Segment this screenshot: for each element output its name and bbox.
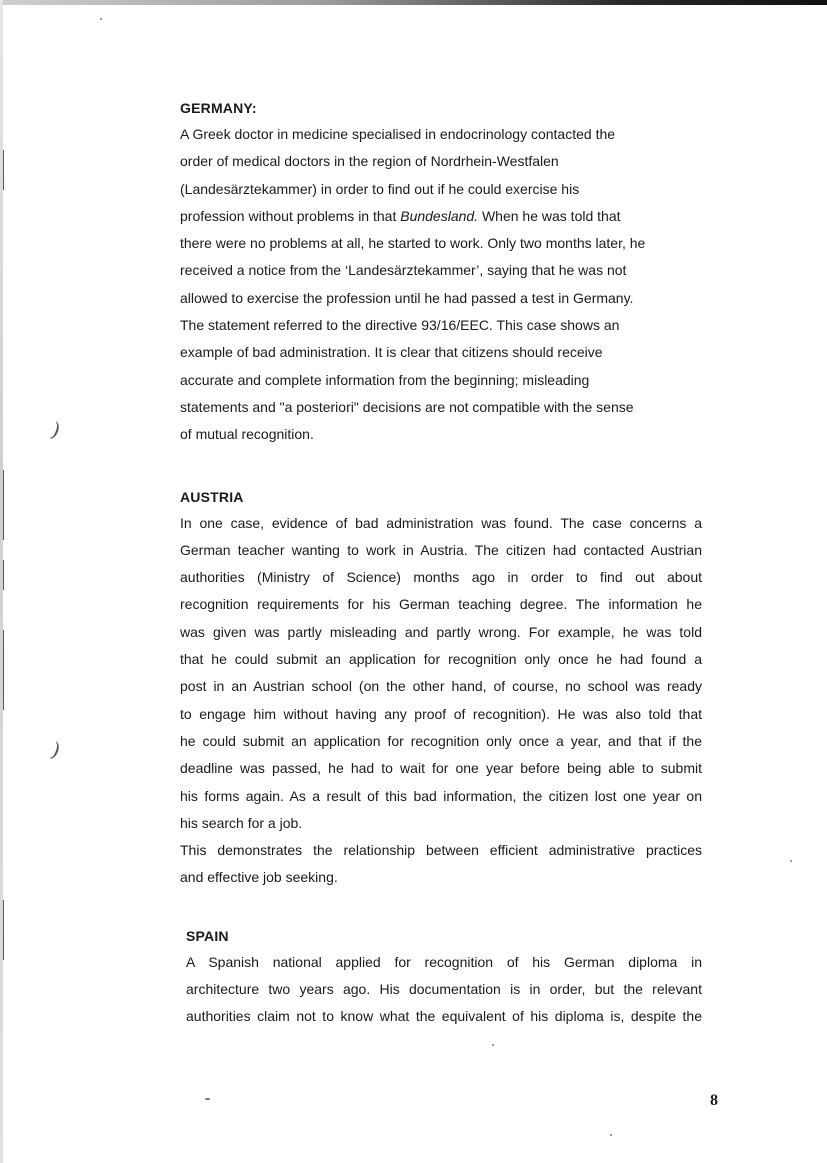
section-spain bbox=[180, 926, 702, 1031]
text-line: A Greek doctor in medicine specialised in endocrinology contacted the bbox=[180, 126, 616, 142]
text-fragment: profession without problems in that bbox=[180, 207, 397, 224]
text-line: deadline was passed, he had to wait for one year before being able to submit bbox=[180, 760, 702, 777]
text-line: his forms again. As a result of this bad information, the citizen lost one year on bbox=[180, 787, 702, 804]
section-austria bbox=[180, 487, 702, 892]
text-line: German teacher wanting to work in Austria. The citizen had contacted Austrian bbox=[180, 541, 702, 558]
section-paragraph-germany bbox=[180, 121, 702, 449]
binding-mark bbox=[3, 150, 4, 190]
text-line: post in an Austrian school (on the other hand, of course, no school was ready bbox=[180, 678, 702, 695]
section-paragraph-austria bbox=[180, 510, 702, 838]
scan-speck bbox=[100, 18, 102, 20]
text-line: recognition requirements for his German teaching degree. The information he bbox=[180, 596, 702, 613]
punch-hole-mark: ) bbox=[48, 417, 64, 443]
text-fragment: When he was told that bbox=[478, 207, 621, 224]
text-line: was given was partly misleading and partly wrong. For example, he was told bbox=[180, 623, 702, 640]
text-line: he could submit an application for recognition only once a year, and that if the bbox=[180, 732, 702, 749]
text-line: of mutual recognition. bbox=[180, 426, 314, 443]
page-number: 8 bbox=[710, 1092, 718, 1109]
text-line: authorities (Ministry of Science) months ago in order to find out about bbox=[180, 569, 702, 586]
text-line: received a notice from the ‘Landesärztekammer’, saying that he was not bbox=[180, 262, 627, 279]
text-line: The statement referred to the directive 93/16/EEC. This case shows an bbox=[180, 317, 620, 334]
text-line: accurate and complete information from the beginning; misleading bbox=[180, 371, 590, 388]
binding-mark bbox=[3, 470, 4, 540]
text-line: architecture two years ago. His documentation is in order, but the relevant bbox=[186, 981, 702, 998]
document-body bbox=[180, 98, 702, 1031]
punch-hole-mark: ) bbox=[48, 737, 64, 763]
text-line: his search for a job. bbox=[180, 814, 303, 831]
section-germany bbox=[180, 98, 702, 449]
section-heading-austria: AUSTRIA bbox=[180, 488, 244, 505]
binding-mark bbox=[3, 630, 4, 710]
text-line: authorities claim not to know what the equivalent of his diploma is, despite the bbox=[186, 1008, 702, 1025]
scan-speck bbox=[790, 860, 792, 862]
text-line: A Spanish national applied for recognition of his German diploma in bbox=[186, 953, 702, 970]
section-heading-germany: GERMANY: bbox=[180, 100, 257, 116]
section-closing-austria bbox=[180, 837, 702, 892]
scan-top-edge bbox=[0, 0, 827, 5]
binding-mark bbox=[3, 900, 4, 960]
italic-term: Bundesland. bbox=[400, 207, 479, 224]
text-line: there were no problems at all, he started to work. Only two months later, he bbox=[180, 235, 646, 252]
text-line: This demonstrates the relationship between efficient administrative practices bbox=[180, 842, 702, 859]
text-line: example of bad administration. It is clear that citizens should receive bbox=[180, 344, 603, 361]
text-line: order of medical doctors in the region of Nordrhein-Westfalen bbox=[180, 153, 559, 170]
section-heading-spain: SPAIN bbox=[186, 927, 229, 944]
text-line: (Landesärztekammer) in order to find out if he could exercise his bbox=[180, 180, 580, 197]
text-line: allowed to exercise the profession until he had passed a test in Germany. bbox=[180, 289, 634, 306]
section-paragraph-spain bbox=[186, 949, 702, 1031]
text-line: In one case, evidence of bad administration was found. The case concerns a bbox=[180, 514, 702, 531]
scan-speck bbox=[205, 1098, 210, 1100]
text-line: that he could submit an application for recognition only once he had found a bbox=[180, 651, 702, 668]
binding-mark bbox=[3, 560, 4, 590]
scan-speck bbox=[610, 1134, 612, 1136]
scan-speck bbox=[492, 1044, 494, 1046]
text-line: to engage him without having any proof of recognition). He was also told that bbox=[180, 705, 702, 722]
text-line: and effective job seeking. bbox=[180, 869, 338, 886]
text-line: statements and "a posteriori" decisions are not compatible with the sense bbox=[180, 398, 634, 415]
text-line bbox=[180, 203, 702, 230]
